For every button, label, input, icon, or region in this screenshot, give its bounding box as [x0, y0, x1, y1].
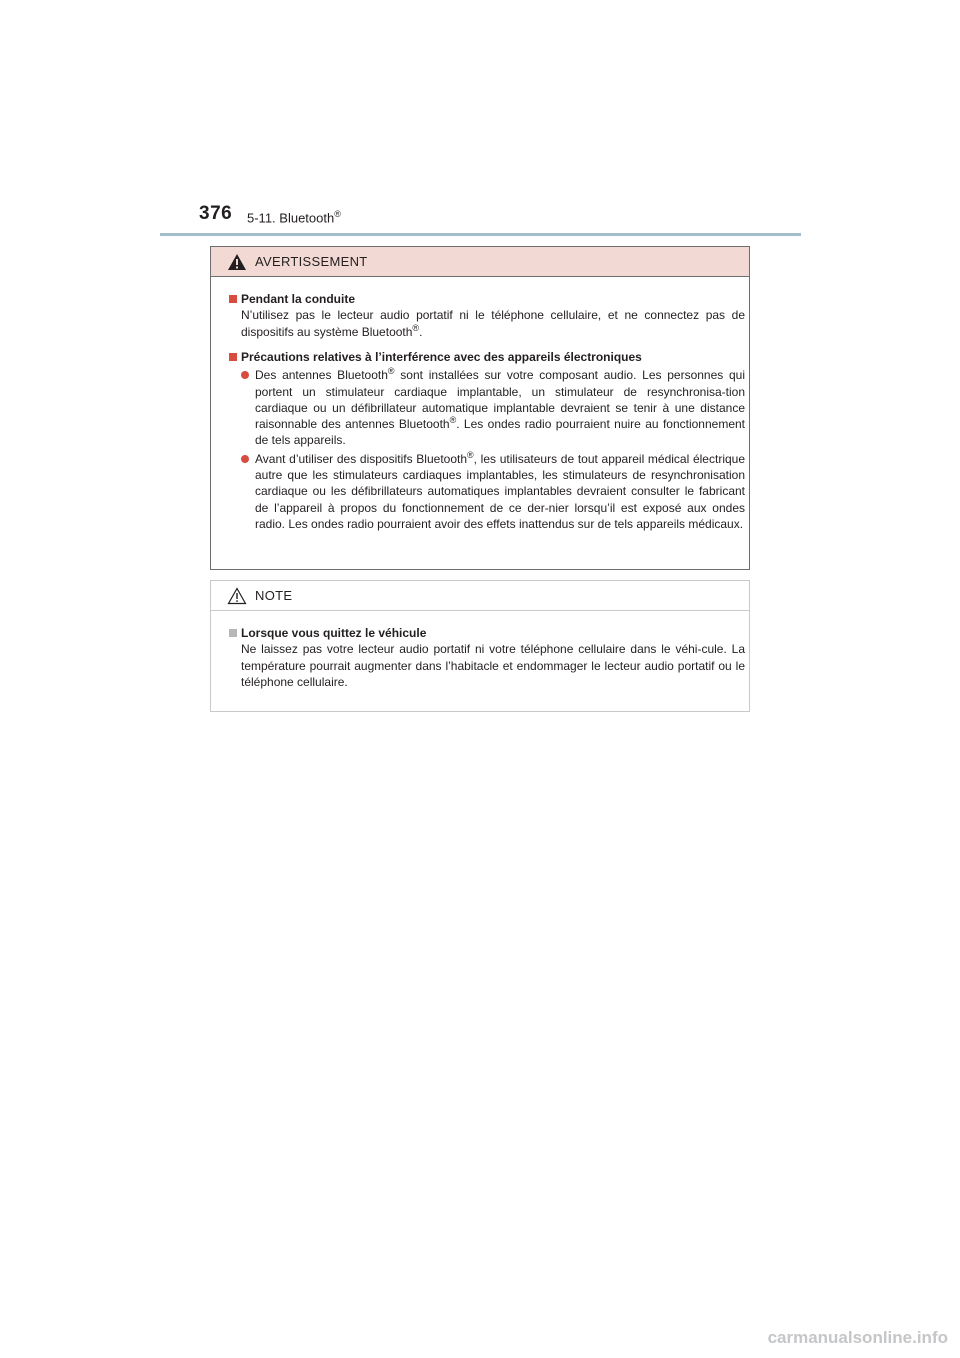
entry-text: Ne laissez pas votre lecteur audio portatif ni votre téléphone cellulaire dans le véhi-cule. La température pourrait augmenter dans l’habitacle et endommager le lecteur audio portatif ou le téléphone cellulaire. — [241, 642, 745, 689]
note-box — [210, 580, 750, 712]
section-title: 5-11. Bluetooth® — [247, 209, 341, 226]
bullet-item: Des antennes Bluetooth® sont installées sur votre composant audio. Les personnes qui portent un stimulateur cardiaque implantable, un stimulateur de resynchronisa-tion cardiaque ou un défibrillateur automatique implantable devraient se tenir à une distance raisonnable des antennes Bluetooth®. Les ondes radio pourraient nuire au fonctionnement de tels appareils. — [229, 367, 745, 448]
square-bullet-icon — [229, 295, 237, 303]
footer-watermark: carmanualsonline.info — [767, 1328, 948, 1347]
warning-label: AVERTISSEMENT — [255, 254, 368, 269]
warning-entry-driving — [229, 291, 745, 340]
entry-title: Pendant la conduite — [229, 291, 745, 307]
note-entry-leaving — [229, 625, 745, 690]
note-label: NOTE — [255, 588, 293, 603]
round-bullet-icon — [241, 455, 249, 463]
warning-entry-interference — [229, 349, 745, 532]
warning-triangle-icon — [227, 253, 247, 271]
entry-title: Lorsque vous quittez le véhicule — [229, 625, 745, 641]
square-bullet-icon — [229, 353, 237, 361]
warning-box — [210, 246, 750, 570]
warning-box-header — [211, 247, 749, 277]
round-bullet-icon — [241, 371, 249, 379]
page-header — [199, 203, 799, 233]
bullet-item: Avant d’utiliser des dispositifs Bluetooth®, les utilisateurs de tout appareil médical électrique autre que les stimulateurs cardiaques implantables, les stimulateurs de resynchronisation cardiaque ou les défibrillateurs automatiques implantables devraient consulter le fabricant de l’appareil à propos du fonctionnement de ce der-nier lorsqu’il est exposé aux ondes radio. Les ondes radio pourraient avoir des effets inattendus sur de tels appareils médicaux. — [229, 451, 745, 532]
header-rule — [160, 233, 801, 236]
note-box-header — [211, 581, 749, 611]
page-number: 376 — [199, 203, 233, 224]
square-bullet-icon — [229, 629, 237, 637]
entry-text: N’utilisez pas le lecteur audio portatif ni le téléphone cellulaire, et ne connectez pas de dispositifs au système Bluetooth®. — [241, 308, 745, 339]
entry-title: Précautions relatives à l’interférence avec des appareils électroniques — [229, 349, 745, 365]
note-triangle-icon — [227, 587, 247, 605]
